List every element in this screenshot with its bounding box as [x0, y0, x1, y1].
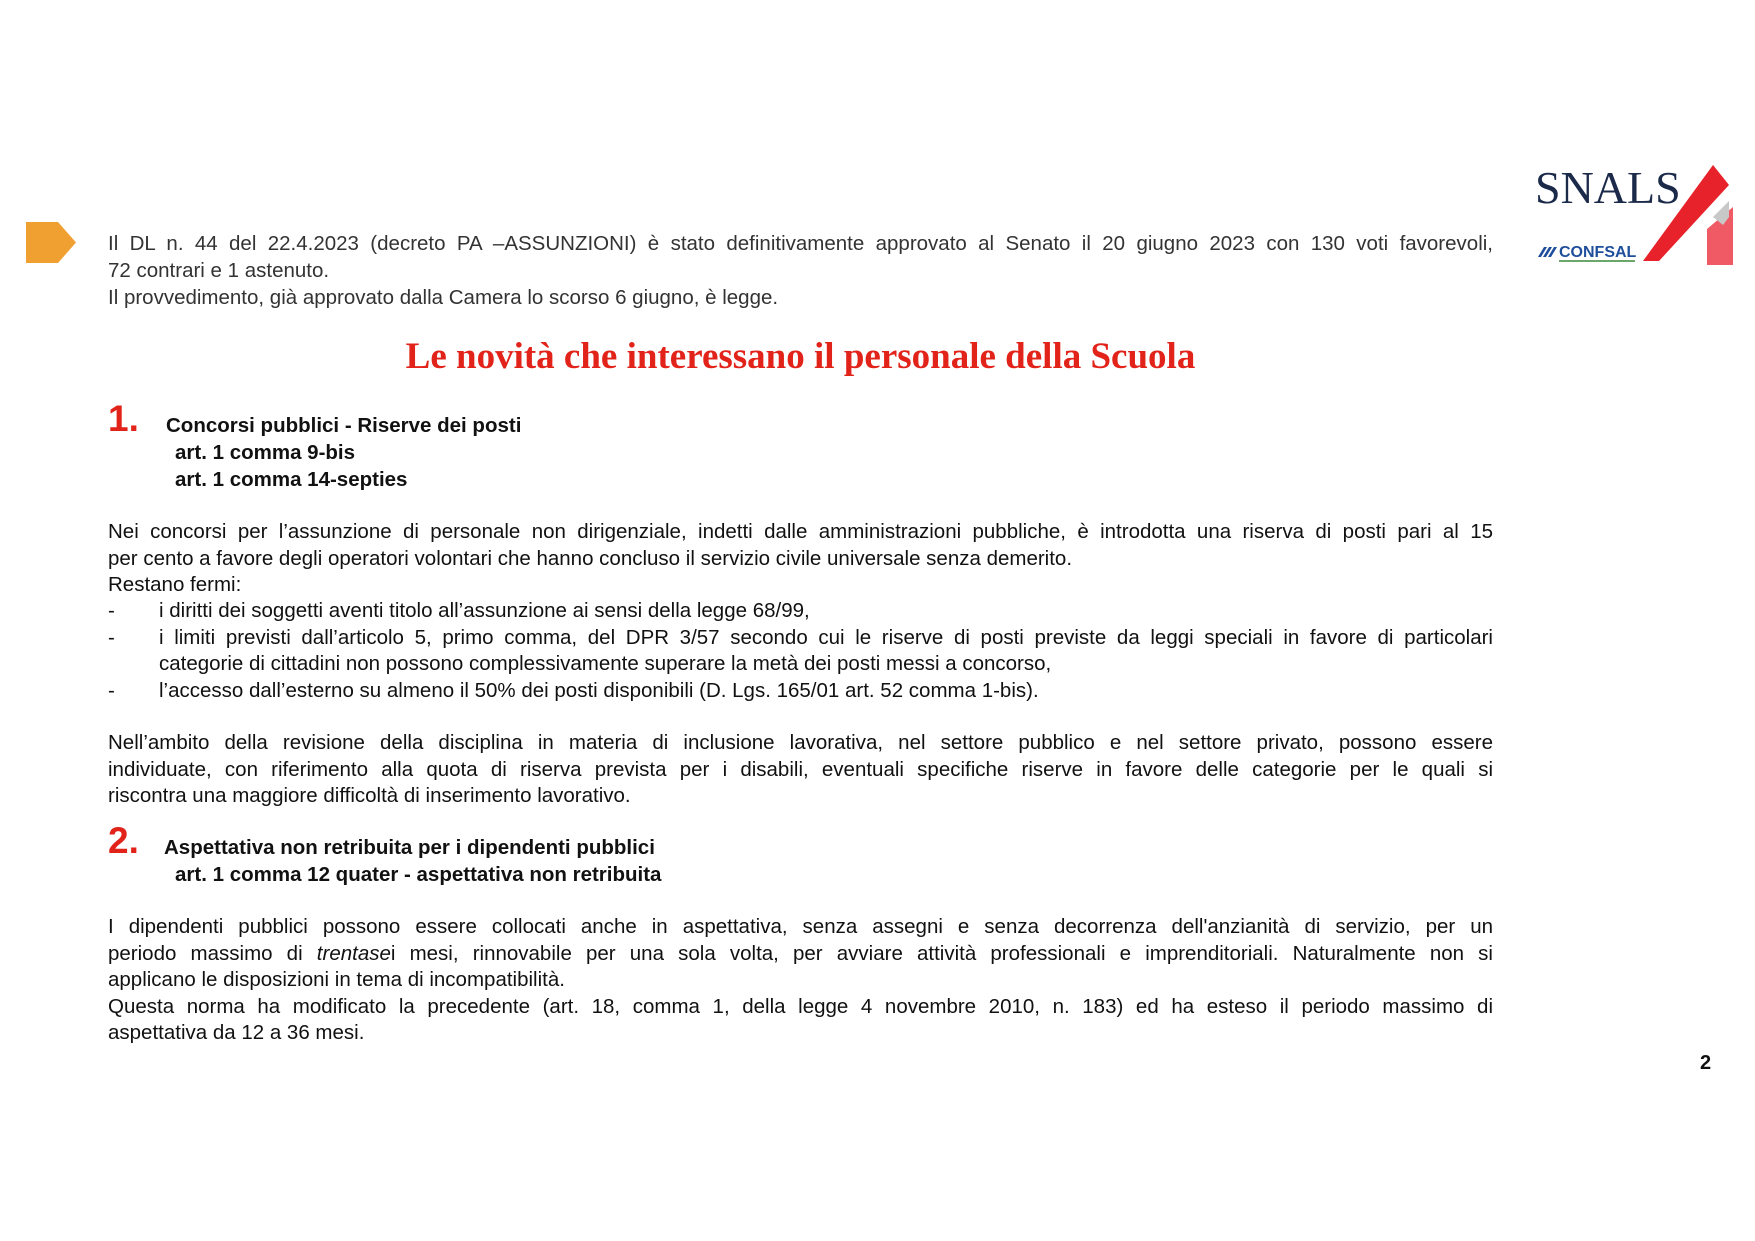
bullet-dash: - [108, 678, 115, 702]
intro-line-1: Il DL n. 44 del 22.4.2023 (decreto PA –ASSUNZIONI) è stato definitivamente approvato al Senato il 20 giugno 2023 con 130 voti favorevoli, [108, 232, 1493, 255]
bullet-dash: - [108, 599, 115, 622]
section-1-ref-2: art. 1 comma 14-septies [175, 468, 408, 491]
section-2-p1-line-1: I dipendenti pubblici possono essere collocati anche in aspettativa, senza assegni e senza decorrenza dell'anzianità di servizio, per un [108, 915, 1493, 938]
logo-graphic [1535, 165, 1735, 265]
section-2-number: 2. [108, 820, 139, 861]
section-1-ref-1: art. 1 comma 9-bis [175, 441, 356, 464]
section-2-p1-line-2 [108, 941, 1493, 968]
bullet-text-continued: categorie di cittadini non possono complessivamente superare la metà dei posti messi a concorso, [159, 652, 1052, 675]
section-1-paragraph-2 [108, 730, 1493, 810]
section-2-p1-line-4: Questa norma ha modificato la precedente (art. 18, comma 1, della legge 4 novembre 2010, n. 183) ed ha esteso il periodo massimo di [108, 994, 1493, 1018]
section-2-ref-1: art. 1 comma 12 quater - aspettativa non retribuita [175, 863, 662, 886]
page-number: 2 [1700, 1052, 1712, 1074]
section-1-p2-line-1: Nell’ambito della revisione della disciplina in materia di inclusione lavorativa, nel settore pubblico e nel settore privato, possono essere [108, 731, 1493, 754]
section-1-p2-line-2: individuate, con riferimento alla quota di riserva prevista per i disabili, eventuali specifiche riserve in favore delle categorie per le quali si [108, 757, 1493, 781]
section-2-p1-line-2-start: periodo massimo di [108, 941, 317, 965]
section-1-p1-line-3: Restano fermi: [108, 573, 242, 596]
bullet-text: l’accesso dall’esterno su almeno il 50% dei posti disponibili (D. Lgs. 165/01 art. 52 comma 1-bis). [159, 678, 1039, 702]
section-1-heading: Concorsi pubblici - Riserve dei posti [166, 414, 522, 437]
italic-word: trentase [316, 941, 391, 965]
section-2-p1-line-3: applicano le disposizioni in tema di incompatibilità. [108, 968, 565, 991]
list-item [108, 625, 1493, 678]
section-2-p1-line-2-end: i mesi, rinnovabile per una sola volta, per avviare attività professionali e imprenditoriali. Naturalmente non si [390, 941, 1493, 965]
section-1-p1-line-1: Nei concorsi per l’assunzione di personale non dirigenziale, indetti dalle amministrazioni pubbliche, è introdotta una riserva di posti pari al 15 [108, 520, 1493, 543]
logo-snals-text: SNALS [1535, 165, 1681, 213]
intro-line-2: 72 contrari e 1 astenuto. [108, 259, 330, 282]
bullet-dash: - [108, 625, 115, 649]
section-1-p1-line-2: per cento a favore degli operatori volontari che hanno concluso il servizio civile universale senza demerito. [108, 546, 1073, 570]
section-1-paragraph-1 [108, 519, 1493, 599]
bullet-text: i diritti dei soggetti aventi titolo all’assunzione ai sensi della legge 68/99, [159, 599, 810, 622]
section-2-paragraph-1 [108, 914, 1493, 1047]
page-title: Le novità che interessano il personale della Scuola [405, 336, 1196, 377]
bullet-text: i limiti previsti dall’articolo 5, primo comma, del DPR 3/57 secondo cui le riserve di posti previste da leggi speciali in favore di particolari [159, 625, 1493, 649]
section-1-bullet-list [108, 598, 1493, 704]
section-1-p2-line-3: riscontra una maggiore difficoltà di inserimento lavorativo. [108, 784, 631, 807]
confsal-mark-icon [1538, 247, 1557, 257]
section-2-p1-line-5: aspettativa da 12 a 36 mesi. [108, 1021, 365, 1044]
section-1-number: 1. [108, 398, 139, 439]
snals-confsal-logo [1535, 165, 1735, 265]
orange-bullet-marker [26, 222, 76, 263]
intro-line-3: Il provvedimento, già approvato dalla Camera lo scorso 6 giugno, è legge. [108, 286, 779, 309]
section-2-heading: Aspettativa non retribuita per i dipendenti pubblici [164, 836, 655, 859]
intro-block [108, 230, 1493, 311]
list-item [108, 678, 1493, 705]
logo-confsal-text: CONFSAL [1559, 244, 1637, 261]
list-item [108, 598, 1493, 625]
